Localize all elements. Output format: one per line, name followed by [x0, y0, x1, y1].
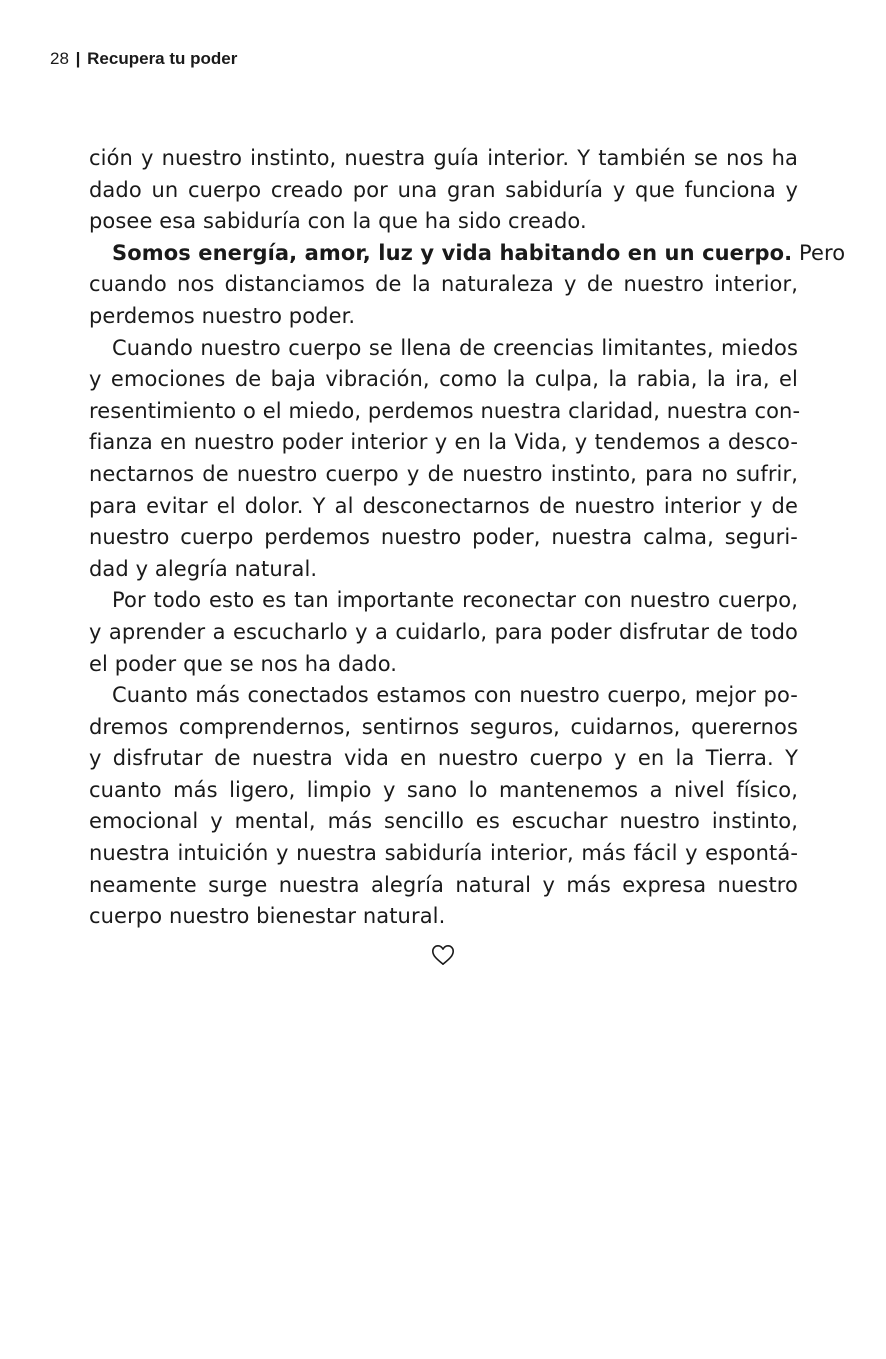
text-line: nuestra intuición y nuestra sabiduría interior, más fácil y espontá-	[89, 841, 798, 866]
text-line: neamente surge nuestra alegría natural y más expresa nuestro	[89, 872, 798, 897]
text-line: nectarnos de nuestro cuerpo y de nuestro instinto, para no sufrir,	[89, 461, 798, 486]
heart-outline-icon	[431, 944, 455, 966]
text-line: fianza en nuestro poder interior y en la Vida, y tendemos a desco-	[89, 430, 798, 455]
text-line	[89, 238, 846, 270]
paragraph-2	[89, 238, 846, 333]
text-line: emocional y mental, más sencillo es escuchar nuestro instinto,	[89, 809, 798, 834]
paragraph-5	[89, 680, 798, 933]
text-line: resentimiento o el miedo, perdemos nuestra claridad, nuestra con-	[89, 398, 801, 423]
header-separator: |	[75, 49, 81, 68]
paragraph-1	[89, 143, 798, 238]
text-line: Cuando nuestro cuerpo se llena de creencias limitantes, miedos	[112, 335, 798, 360]
text-line: ción y nuestro instinto, nuestra guía interior. Y también se nos ha	[89, 146, 798, 170]
paragraph-3	[89, 333, 801, 586]
book-title: Recupera tu poder	[87, 49, 238, 68]
text-line: y disfrutar de nuestra vida en nuestro cuerpo y en la Tierra. Y	[89, 746, 798, 771]
text-line: dad y alegría natural.	[89, 556, 318, 581]
text-line: y emociones de baja vibración, como la culpa, la rabia, la ira, el	[89, 367, 798, 392]
page-number: 28	[50, 49, 69, 68]
text-fragment: Pero	[792, 240, 846, 265]
text-line: posee esa sabiduría con la que ha sido creado.	[89, 209, 587, 234]
text-line: dado un cuerpo creado por una gran sabiduría y que funciona y	[89, 177, 798, 202]
text-line: cuerpo nuestro bienestar natural.	[89, 904, 446, 929]
text-line: cuanto más ligero, limpio y sano lo mantenemos a nivel físico,	[89, 777, 798, 802]
text-line: Cuanto más conectados estamos con nuestro cuerpo, mejor po-	[112, 683, 798, 708]
text-line: Por todo esto es tan importante reconectar con nuestro cuerpo,	[112, 588, 798, 613]
paragraph-4	[89, 585, 798, 680]
text-line: el poder que se nos ha dado.	[89, 651, 398, 676]
text-line: y aprender a escucharlo y a cuidarlo, para poder disfrutar de todo	[89, 619, 798, 644]
text-line: dremos comprendernos, sentirnos seguros, cuidarnos, querernos	[89, 714, 798, 739]
text-line: para evitar el dolor. Y al desconectarnos de nuestro interior y de	[89, 493, 798, 518]
text-line: perdemos nuestro poder.	[89, 303, 356, 328]
text-line: nuestro cuerpo perdemos nuestro poder, nuestra calma, seguri-	[89, 525, 798, 550]
bold-statement: Somos energía, amor, luz y vida habitando en un cuerpo.	[112, 240, 793, 265]
running-header	[50, 48, 237, 70]
body-text	[89, 143, 846, 933]
text-line: cuando nos distanciamos de la naturaleza y de nuestro interior,	[89, 272, 798, 297]
